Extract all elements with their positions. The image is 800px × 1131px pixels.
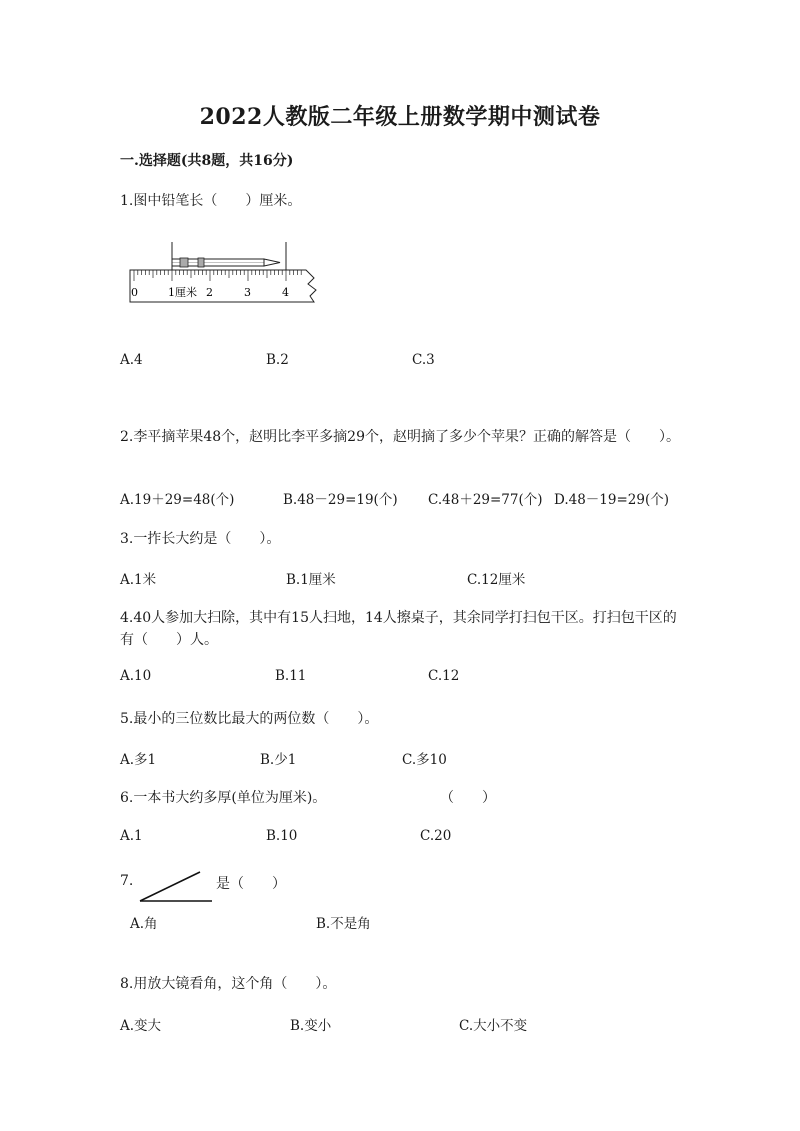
q7-option-a[interactable]: A.角 <box>130 916 158 932</box>
question-6-stem: 6.一本书大约多厚(单位为厘米)。 <box>120 790 327 806</box>
q2-option-c[interactable]: C.48＋29=77(个) <box>428 492 543 508</box>
angle-figure <box>138 866 214 904</box>
question-7-stem: 是（ ） <box>216 876 286 892</box>
q2-option-b[interactable]: B.48－29=19(个) <box>283 492 398 508</box>
q3-option-a[interactable]: A.1米 <box>120 572 157 588</box>
question-7-number: 7. <box>120 873 134 889</box>
q1-option-c[interactable]: C.3 <box>412 352 435 368</box>
q5-option-b[interactable]: B.少1 <box>260 752 297 768</box>
question-8-stem: 8.用放大镜看角，这个角（ ）。 <box>120 976 337 992</box>
q2-option-d[interactable]: D.48－19=29(个) <box>554 492 670 508</box>
ruler-label-3: 3 <box>244 286 251 299</box>
question-3-stem: 3.一拃长大约是（ ）。 <box>120 531 281 547</box>
q5-option-a[interactable]: A.多1 <box>120 752 157 768</box>
q7-option-b[interactable]: B.不是角 <box>316 916 371 932</box>
q3-option-c[interactable]: C.12厘米 <box>467 572 526 588</box>
q3-option-b[interactable]: B.1厘米 <box>286 572 336 588</box>
ruler-label-4: 4 <box>282 286 289 299</box>
section-heading: 一.选择题(共8题，共16分) <box>120 153 294 169</box>
ruler-label-1: 1厘米 <box>168 286 197 299</box>
ruler-label-0: 0 <box>131 286 138 299</box>
q2-option-a[interactable]: A.19＋29=48(个) <box>120 492 235 508</box>
q8-option-b[interactable]: B.变小 <box>290 1018 332 1034</box>
question-5-stem: 5.最小的三位数比最大的两位数（ ）。 <box>120 711 379 727</box>
ruler-pencil-figure <box>128 240 323 310</box>
q6-option-a[interactable]: A.1 <box>120 828 143 844</box>
q8-option-a[interactable]: A.变大 <box>120 1018 162 1034</box>
pencil-icon <box>172 258 280 267</box>
q4-option-a[interactable]: A.10 <box>120 668 152 684</box>
q4-option-b[interactable]: B.11 <box>275 668 307 684</box>
q6-option-b[interactable]: B.10 <box>266 828 298 844</box>
q6-option-c[interactable]: C.20 <box>420 828 452 844</box>
page-title: 2022人教版二年级上册数学期中测试卷 <box>199 104 601 130</box>
question-1-stem: 1.图中铅笔长（ ）厘米。 <box>120 193 302 209</box>
q5-option-c[interactable]: C.多10 <box>402 752 447 768</box>
question-2-stem: 2.李平摘苹果48个，赵明比李平多摘29个，赵明摘了多少个苹果？正确的解答是（ ）。 <box>120 429 680 445</box>
question-6-blank: （ ） <box>440 790 496 806</box>
q8-option-c[interactable]: C.大小不变 <box>459 1018 528 1034</box>
q1-option-a[interactable]: A.4 <box>120 352 143 368</box>
ruler-label-2: 2 <box>206 286 213 299</box>
question-4-stem: 4.40人参加大扫除，其中有15人扫地，14人擦桌子，其余同学打扫包干区。打扫包干区的有（ ）人。 <box>120 610 677 648</box>
q4-option-c[interactable]: C.12 <box>428 668 460 684</box>
q1-option-b[interactable]: B.2 <box>266 352 289 368</box>
